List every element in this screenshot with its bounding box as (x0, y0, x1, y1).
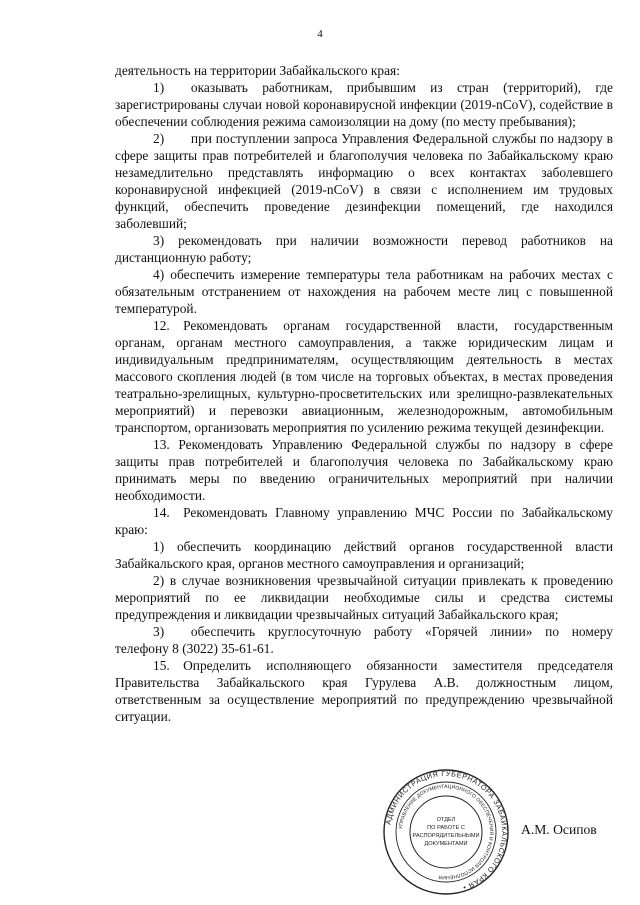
paragraph: 3) обеспечить круглосуточную работу «Горячей линии» по номеру телефону 8 (3022) 35-61-61. (115, 624, 613, 656)
paragraph: 15. Определить исполняющего обязанности заместителя председателя Правительства Забайкальского края Гурулева А.В. должностным лицом, ответственным за осуществление мероприятий по предупреждению чрезвычайной ситуации. (115, 658, 613, 724)
page-number: 4 (317, 28, 323, 40)
document-body (115, 62, 613, 725)
paragraph: 4) обеспечить измерение температуры тела работникам на рабочих местах с обязательным отстранением от нахождения на рабочем месте лиц с повышенной температурой. (115, 267, 613, 316)
seal-center-line: ОТДЕЛ (436, 817, 456, 823)
paragraph: 3) рекомендовать при наличии возможности перевод работников на дистанционную работу; (115, 233, 613, 265)
official-seal (372, 767, 520, 897)
seal-inner-textpath: УПРАВЛЕНИЕ ДОКУМЕНТАЦИОННОГО ОБЕСПЕЧЕНИЯ И КОНТРОЛЯ ИСПОЛНЕНИЯ (398, 783, 495, 881)
paragraph: 1) обеспечить координацию действий органов государственной власти Забайкальского края, органов местного самоуправления и организаций; (115, 539, 613, 571)
paragraph: 14. Рекомендовать Главному управлению МЧС России по Забайкальскому краю: (115, 505, 613, 537)
seal-center-line: ПО РАБОТЕ С (427, 825, 465, 831)
paragraph: 1) оказывать работникам, прибывшим из стран (территорий), где зарегистрированы случаи новой коронавирусной инфекции (2019-nCoV), содействие в обеспечении соблюдения режима самоизоляции на дому (по месту пребывания); (115, 80, 613, 129)
paragraph: 12. Рекомендовать органам государственной власти, государственным органам, органам местного самоуправления, а также юридическим лицам и индивидуальным предпринимателям, осуществляющим деятельность в местах массового скопления людей (в том числе на торговых объектах, в местах проведения театрально-зрелищных, культурно-просветительских или зрелищно-развлекательных мероприятий) и перевозки авиационным, железнодорожным, автомобильным транспортом, организовать мероприятия по усилению режима текущей дезинфекции. (115, 318, 613, 435)
seal-center-line: РАСПОРЯДИТЕЛЬНЫМИ (412, 833, 480, 839)
paragraph: 13. Рекомендовать Управлению Федеральной службы по надзору в сфере защиты прав потребителей и благополучия человека по Забайкальскому краю принимать меры по введению ограничительных мероприятий при наличии необходимости. (115, 437, 613, 503)
seal-center-line: ДОКУМЕНТАМИ (424, 841, 468, 847)
seal-outer-textpath: АДМИНИСТРАЦИЯ ГУБЕРНАТОРА ЗАБАЙКАЛЬСКОГО КРАЯ • (383, 768, 510, 893)
paragraph: 2) при поступлении запроса Управления Федеральной службы по надзору в сфере защиты прав потребителей и благополучия человека по Забайкальскому краю незамедлительно представлять информацию о всех контактах заболевшего коронавирусной инфекцией (2019-nCoV) в связи с исполнением им трудовых функций, обеспечить проведение дезинфекции помещений, где находился заболевший; (115, 131, 613, 231)
paragraph: 2) в случае возникновения чрезвычайной ситуации привлекать к проведению мероприятий по ее ликвидации необходимые силы и средства системы предупреждения и ликвидации чрезвычайных ситуаций Забайкальского края; (115, 573, 613, 622)
signature-name: А.М. Осипов (521, 822, 597, 837)
paragraph: деятельность на территории Забайкальского края: (115, 63, 400, 78)
